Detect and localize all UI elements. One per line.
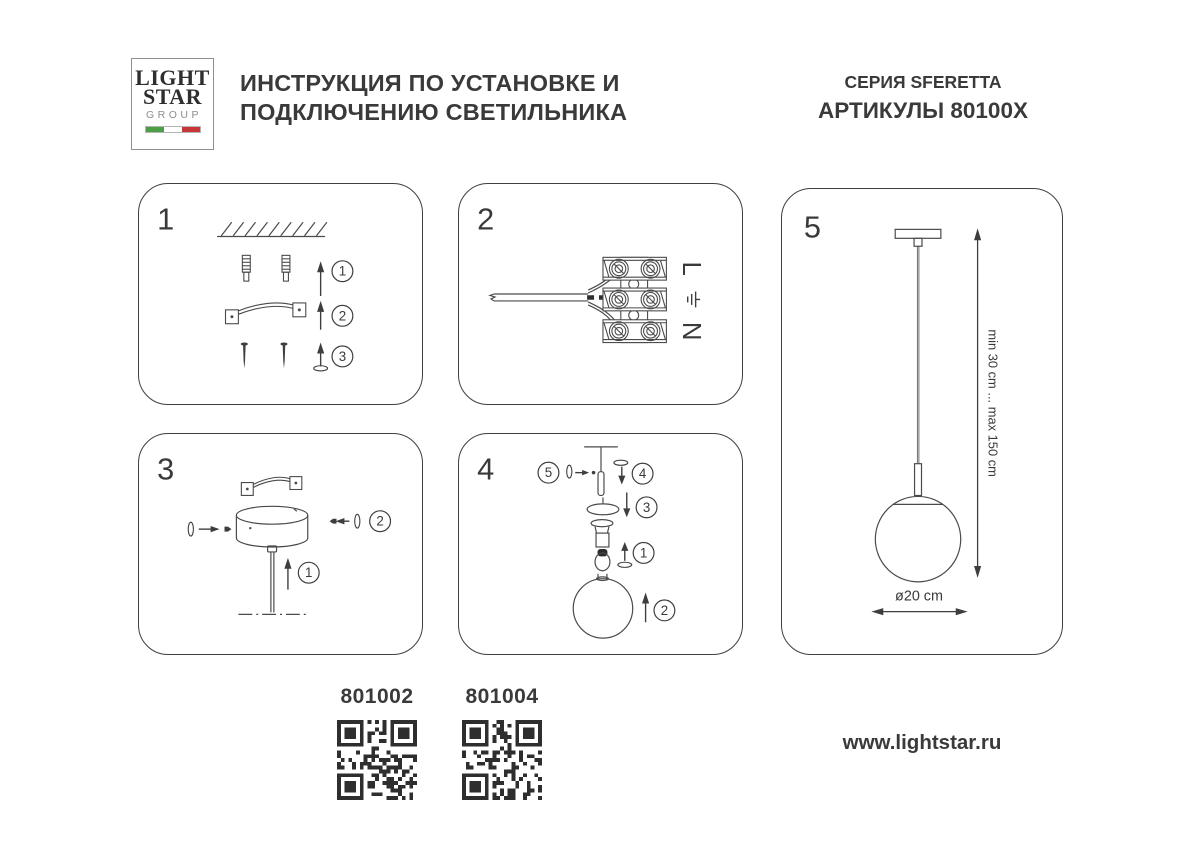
terminal-block-icon xyxy=(603,257,666,342)
diameter-dimension xyxy=(871,589,967,615)
step-1-drawing xyxy=(139,184,422,404)
callout-2 xyxy=(332,305,353,326)
screw-down-icon xyxy=(614,460,628,484)
wall-anchor-icon xyxy=(242,255,250,281)
step-2-panel xyxy=(458,183,743,405)
step-number: 5 xyxy=(803,209,821,245)
callout-2 xyxy=(370,511,391,532)
callout-4 xyxy=(632,463,653,484)
up-arrow-icon xyxy=(317,261,324,296)
neutral-label: N xyxy=(676,321,705,341)
bulb-icon xyxy=(595,549,610,571)
saucer-cover-icon xyxy=(587,497,619,514)
svg-text:1: 1 xyxy=(305,565,313,581)
diameter-label: ø20 cm xyxy=(895,588,943,605)
wall-anchor-icon xyxy=(282,255,290,281)
page-title xyxy=(240,69,627,126)
svg-text:1: 1 xyxy=(338,263,347,279)
height-dimension xyxy=(974,228,1000,578)
socket-collar-icon xyxy=(591,520,613,547)
pendant-lamp-icon xyxy=(875,229,960,581)
article-number: 801002 xyxy=(340,685,414,708)
logo-word-light: LIGHT xyxy=(135,65,210,90)
screw-icon xyxy=(280,342,287,368)
step-5-drawing xyxy=(782,189,1062,654)
series-label: СЕРИЯ SFERETTA xyxy=(844,72,1002,92)
rotate-screw-left-icon xyxy=(188,522,231,536)
svg-text:4: 4 xyxy=(638,466,647,482)
step-4-panel xyxy=(458,433,743,655)
screw-icon xyxy=(241,342,248,368)
lightstar-logo xyxy=(131,58,214,150)
flag-red xyxy=(182,127,200,132)
step-1-panel xyxy=(138,183,423,405)
step-number: 3 xyxy=(157,451,175,487)
step-number: 4 xyxy=(477,451,495,487)
series-block xyxy=(798,72,1048,124)
title-line-1: ИНСТРУКЦИЯ ПО УСТАНОВКЕ И xyxy=(240,70,620,96)
website-link: www.lightstar.ru xyxy=(842,731,1002,754)
terminal-row-N xyxy=(603,320,666,343)
step-3-drawing xyxy=(139,434,422,654)
step-2-drawing xyxy=(459,184,742,404)
step-3-panel xyxy=(138,433,423,655)
earth-symbol-icon xyxy=(688,292,700,308)
article-801004-block xyxy=(452,685,552,800)
logo-word-group: GROUP xyxy=(145,109,202,121)
callout-1 xyxy=(633,543,654,564)
callout-3 xyxy=(332,346,353,367)
step-5-panel xyxy=(781,188,1063,655)
ceiling-hatch-icon xyxy=(218,223,327,237)
flag-green xyxy=(146,127,164,132)
svg-text:3: 3 xyxy=(338,348,347,364)
svg-text:2: 2 xyxy=(660,602,669,618)
screw-up-icon xyxy=(618,542,632,567)
down-arrow-icon xyxy=(623,492,630,517)
articles-label: АРТИКУЛЫ 80100X xyxy=(818,98,1028,123)
article-801002-block xyxy=(327,685,427,800)
up-arrow-icon xyxy=(317,301,324,330)
callout-2 xyxy=(654,600,675,621)
svg-text:5: 5 xyxy=(544,465,553,481)
logo-word-star: STAR xyxy=(142,84,203,109)
rotate-screw-right-icon xyxy=(330,514,360,528)
suspension-rod-icon xyxy=(584,447,618,496)
up-arrow-icon xyxy=(284,558,291,590)
rotate-screw-right-icon xyxy=(567,465,596,478)
svg-text:2: 2 xyxy=(338,308,347,324)
mounting-bracket-icon xyxy=(226,303,306,324)
mounting-bracket-icon xyxy=(241,477,301,496)
callout-3 xyxy=(636,497,657,518)
callout-1 xyxy=(298,562,319,583)
flag-white xyxy=(164,127,182,132)
step-number: 1 xyxy=(157,201,175,237)
terminal-row-earth xyxy=(603,288,666,311)
live-label: L xyxy=(676,261,705,276)
up-arrow-icon xyxy=(642,593,649,623)
callout-5 xyxy=(538,462,559,483)
terminal-row-L xyxy=(603,257,666,280)
step-4-drawing xyxy=(459,434,742,654)
svg-text:1: 1 xyxy=(639,545,648,561)
glass-sphere-icon xyxy=(573,574,632,638)
article-number: 801004 xyxy=(465,685,539,708)
height-range-label: min 30 cm ... max 150 cm xyxy=(985,329,1001,477)
qr-code-icon xyxy=(462,720,542,800)
callout-1 xyxy=(332,261,353,282)
title-line-2: ПОДКЛЮЧЕНИЮ СВЕТИЛЬНИКА xyxy=(240,98,628,125)
qr-code-icon xyxy=(337,720,417,800)
step-number: 2 xyxy=(477,201,495,237)
canopy-icon xyxy=(236,506,307,614)
svg-text:2: 2 xyxy=(376,513,384,529)
italian-flag-icon xyxy=(145,126,201,133)
screw-in-arrow-icon xyxy=(314,343,328,371)
svg-text:3: 3 xyxy=(642,499,651,515)
